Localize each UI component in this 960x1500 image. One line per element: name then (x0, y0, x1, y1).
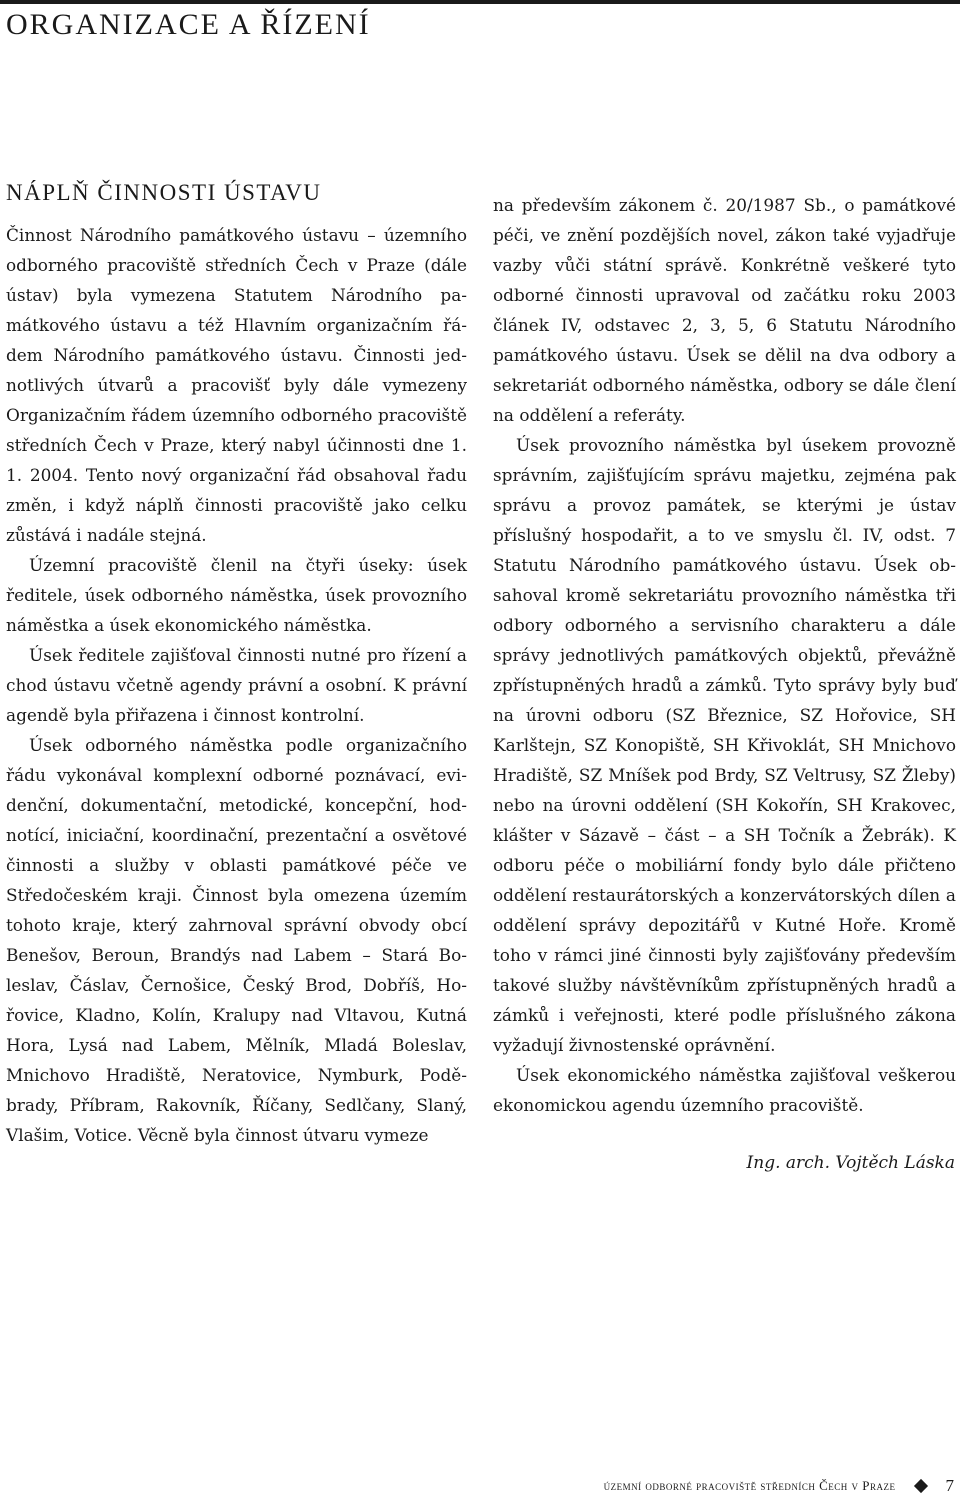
paragraph-economics: Úsek ekonomického náměstka zajišťoval veškerou ekonomickou agendu územního pracoviště. (493, 1065, 956, 1115)
paragraph-professional: Úsek odborného náměstka podle organizačního řádu vykonával komplexní odborné poznávací, evidenční, dokumentační, metodické, koncepční, hodnotící, iniciační, koordinační, prezentační a osvětové činnosti a služby v oblasti památkové péče ve Středočeském kraji. Činnost byla omezena územím tohoto kraje, který zahrnoval správní obvody obcí Benešov, Beroun, Brandýs nad Labem – Stará Boleslav, Čáslav, Černošice, Český Brod, Dobříš, Hořovice, Kladno, Kolín, Kralupy nad Vltavou, Kutná Hora, Lysá nad Labem, Mělník, Mladá Boleslav, Mnichovo Hradiště, Neratovice, Nymburk, Poděbrady, Příbram, Rakovník, Říčany, Sedlčany, Slaný, Vlašim, Votice. Věcně byla činnost útvaru vymeze (6, 735, 467, 1145)
paragraph-sections: Územní pracoviště členil na čtyři úseky: úsek ředitele, úsek odborného náměstka, úsek provozního náměstka a úsek ekonomického náměstka. (6, 555, 467, 635)
paragraph-intro: Činnost Národního památkového ústavu – územního odborného pracoviště středních Čech v Praze (dále ústav) byla vymezena Statutem Národního památkového ústavu a též Hlavním organizačním řádem Národního památkového ústavu. Činnosti jednotlivých útvarů a pracovišť byly dále vymezeny Organizačním řádem územního odborného pracoviště středních Čech v Praze, který nabyl účinnosti dne 1. 1. 2004. Tento nový organizační řád obsahoval řadu změn, i když náplň činnosti pracoviště jako celku zůstává i nadále stejná. (6, 225, 467, 545)
section-title: NÁPLŇ ČINNOSTI ÚSTAVU (6, 180, 322, 205)
page-footer (604, 1476, 954, 1496)
top-rule (0, 0, 960, 4)
page-number: 7 (945, 1476, 954, 1495)
paragraph-operations: Úsek provozního náměstka byl úsekem provozně správním, zajišťujícím správu majetku, zejména pak správu a provoz památek, se kterými je ústav příslušný hospodařit, a to ve smyslu čl. IV, odst. 7 Statutu Národního památkového ústavu. Úsek obsahoval kromě sekretariátu provozního náměstka tři odbory odborného a servisního charakteru a dále správy jednotlivých památkových objektů, převážně zpřístupněných hradů a zámků. Tyto správy byly buď na úrovni odboru (SZ Březnice, SZ Hořovice, SH Karlštejn, SZ Konopiště, SH Křivoklát, SH Mnichovo Hradiště, SZ Mníšek pod Brdy, SZ Veltrusy, SZ Žleby) nebo na úrovni oddělení (SH Kokořín, SH Krakovec, klášter v Sázavě – část – a SH Točník a Žebrák). K odboru péče o mobiliární fondy bylo dále přičteno oddělení restaurátorských a konzervátorských dílen a oddělení správy depozitářů v Kutné Hoře. Kromě toho v rámci jiné činnosti byly zajišťovány především takové služby návštěvníkům zpřístupněných hradů a zámků i veřejnosti, které podle příslušného zákona vyžadují živnostenské oprávnění. (493, 435, 956, 1055)
author-signature: Ing. arch. Vojtěch Láska (746, 1153, 955, 1173)
diamond-icon (913, 1479, 927, 1493)
left-column (6, 220, 467, 1150)
chapter-title: ORGANIZACE A ŘÍZENÍ (6, 8, 371, 41)
footer-text: územní odborné pracoviště středních Čech v Praze (603, 1478, 896, 1493)
paragraph-continuation: na především zákonem č. 20/1987 Sb., o památkové péči, ve znění pozdějších novel, zákon také vyjadřuje vazby vůči státní správě. Konkrétně veškeré tyto odborné činnosti upravoval od začátku roku 2003 článek IV, odstavec 2, 3, 5, 6 Statutu Národního památkového ústavu. Úsek se dělil na dva odbory a sekretariát odborného náměstka, odbory se dále člení na oddělení a referáty. (493, 195, 956, 425)
paragraph-director: Úsek ředitele zajišťoval činnosti nutné pro řízení a chod ústavu včetně agendy právní a osobní. K právní agendě byla přiřazena i činnost kontrolní. (6, 645, 467, 725)
right-column (493, 190, 956, 1120)
